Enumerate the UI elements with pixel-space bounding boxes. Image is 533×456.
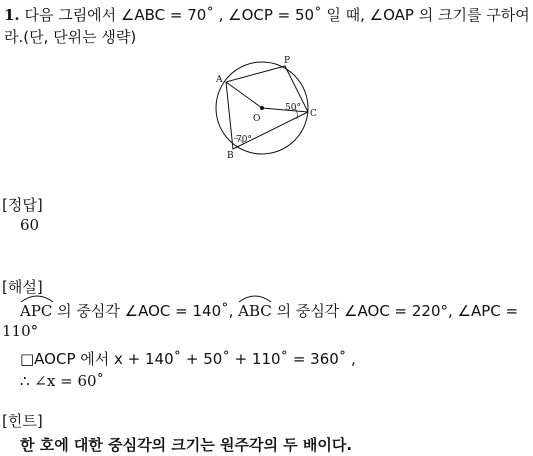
segment-ao (226, 82, 262, 108)
explanation-line-4: ∴ ∠x = 60˚ (20, 372, 105, 390)
arc-symbol-icon (20, 293, 54, 303)
answer-header: [정답] (2, 196, 43, 214)
center-dot (260, 106, 264, 110)
angle-label-c: 50° (285, 103, 301, 113)
arc-abc: ABC (238, 302, 272, 320)
hint-text: 한 호에 대한 중심각의 크기는 원주각의 두 배이다. (20, 436, 353, 454)
explanation-text-2: 의 중심각 ∠AOC = 220°, ∠APC = (271, 302, 519, 320)
label-b: B (227, 151, 234, 161)
circle-figure (205, 52, 330, 164)
problem-text-1: 다음 그림에서 ∠ABC = 70˚ , ∠OCP = 50˚ 일 때, ∠OAP 의 크기를 구하여 (24, 6, 530, 24)
explanation-header: [해설] (2, 278, 43, 296)
problem-line-2: 라.(단, 단위는 생략) (4, 28, 137, 46)
explanation-line-2: 110° (2, 322, 39, 340)
explanation-line-3: □AOCP 에서 x + 140˚ + 50˚ + 110˚ = 360˚ , (20, 350, 356, 368)
hint-header: [힌트] (2, 412, 43, 430)
answer-value: 60 (20, 216, 40, 234)
label-a: A (216, 75, 223, 85)
angle-label-b: 70° (236, 135, 252, 145)
geometry-diagram (205, 52, 330, 164)
arc-apc: APC (20, 302, 52, 320)
explanation-line-1 (20, 300, 518, 321)
arc-symbol-icon (238, 293, 272, 303)
label-p: P (284, 56, 291, 66)
label-c: C (310, 109, 317, 119)
explanation-text-1: 의 중심각 ∠AOC = 140˚, (52, 302, 239, 320)
label-o: O (253, 114, 261, 124)
problem-number: 1. (4, 6, 20, 24)
problem-line-1 (4, 4, 530, 25)
